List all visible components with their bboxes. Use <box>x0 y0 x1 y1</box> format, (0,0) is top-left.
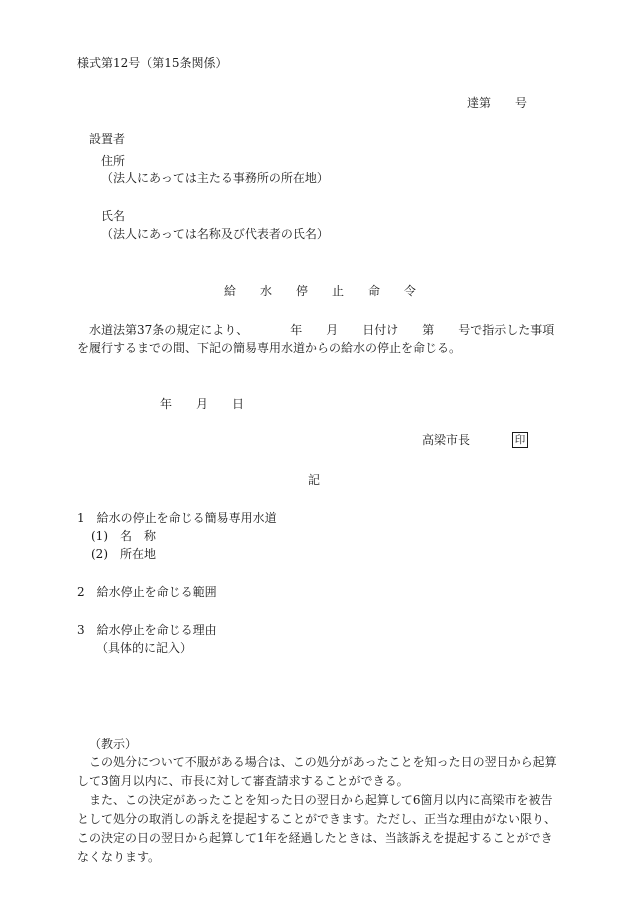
notice-heading: （教示） <box>89 737 138 751</box>
notice-line-6: なくなります。 <box>77 850 161 864</box>
ki-heading: 記 <box>308 473 321 487</box>
form-number: 様式第12号（第15条関係） <box>77 56 228 70</box>
notice-line-1: この処分について不服がある場合は、この処分があったことを知った日の翌日から起算 <box>89 755 557 769</box>
notice-line-2: して3箇月以内に、市長に対して審査請求することができる。 <box>77 774 409 788</box>
recipient-heading: 設置者 <box>89 132 126 146</box>
item-2: 2 給水停止を命じる範囲 <box>77 585 217 599</box>
notice-line-4: として処分の取消しの訴えを提起することができます。ただし、正当な理由がない限り、 <box>77 812 557 826</box>
name-label: 氏名 <box>101 209 126 223</box>
item-1-sub-2: (2) 所在地 <box>91 547 156 561</box>
seal-mark: 印 <box>512 432 528 448</box>
item-3: 3 給水停止を命じる理由 <box>77 623 217 637</box>
address-label: 住所 <box>101 154 126 168</box>
address-note: （法人にあっては主たる事務所の所在地） <box>101 171 329 185</box>
document-title: 給 水 停 止 命 令 <box>224 284 417 298</box>
name-note: （法人にあっては名称及び代表者の氏名） <box>101 227 329 241</box>
issuer-name: 高梁市長 <box>422 433 471 447</box>
issue-date: 年 月 日 <box>160 397 245 411</box>
item-1: 1 給水の停止を命じる簡易専用水道 <box>77 511 277 525</box>
notice-line-5: この決定の日の翌日から起算して1年を経過したときは、当該訴えを提起することができ <box>77 831 553 845</box>
notice-line-3: また、この決定があったことを知った日の翌日から起算して6箇月以内に高梁市を被告 <box>89 793 553 807</box>
item-1-sub-1: (1) 名 称 <box>91 529 156 543</box>
document-number: 達第 号 <box>467 96 528 110</box>
body-line-1: 水道法第37条の規定により、 年 月 日付け 第 号で指示した事項 <box>89 323 555 337</box>
item-3-note: （具体的に記入） <box>96 641 193 655</box>
body-line-2: を履行するまでの間、下記の簡易専用水道からの給水の停止を命じる。 <box>77 341 462 355</box>
